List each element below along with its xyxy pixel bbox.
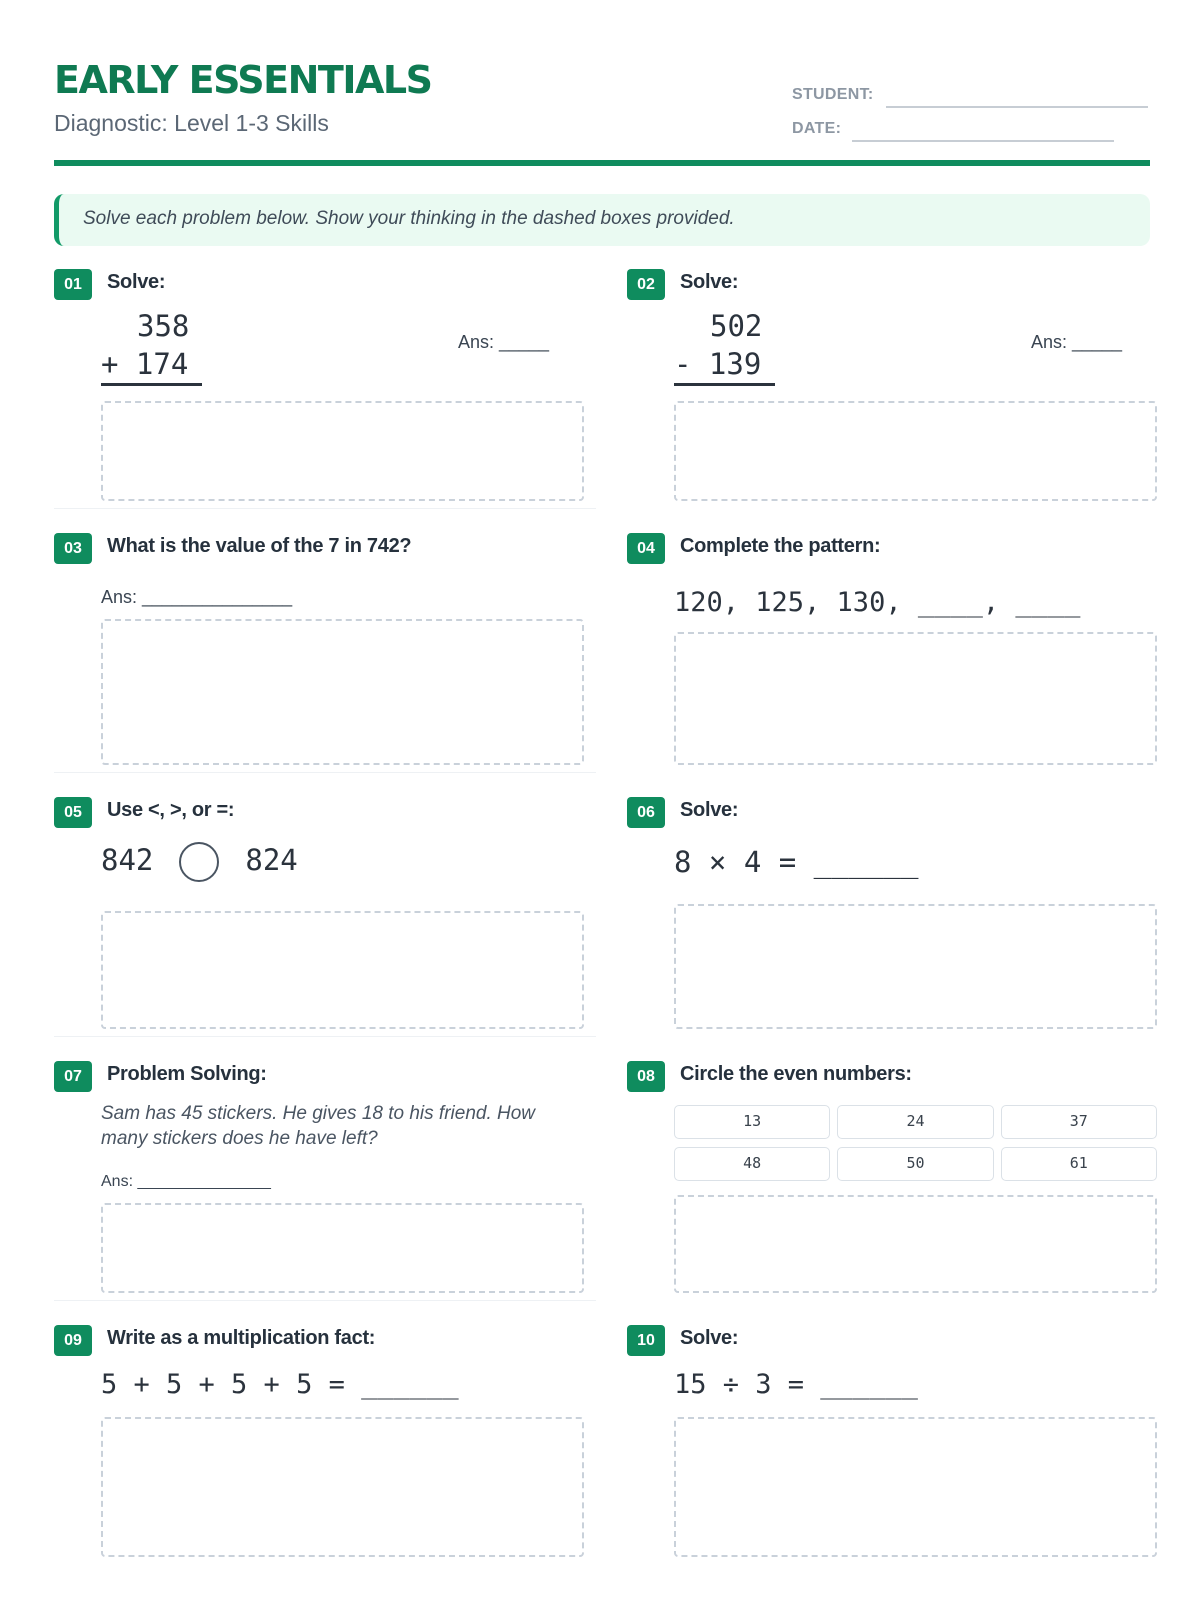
question-prompt: Solve: (680, 799, 739, 821)
question-02 (627, 269, 1157, 509)
brand-title: EARLY ESSENTIALS (54, 58, 432, 102)
question-05 (54, 797, 584, 1037)
work-box[interactable] (101, 1203, 584, 1293)
row-divider (54, 772, 596, 773)
question-number: 08 (627, 1061, 665, 1092)
question-prompt: Problem Solving: (107, 1063, 267, 1085)
number-chip[interactable]: 24 (837, 1105, 993, 1139)
question-prompt: Solve: (680, 1327, 739, 1349)
student-field[interactable] (792, 86, 874, 104)
bottom-number: - 139 (674, 345, 775, 386)
worksheet-header (54, 58, 1150, 168)
question-number: 03 (54, 533, 92, 564)
number-chip[interactable]: 50 (837, 1147, 993, 1181)
division-expression[interactable]: 15 ÷ 3 = ______ (674, 1369, 918, 1400)
comparison (101, 831, 298, 889)
question-10 (627, 1325, 1157, 1565)
vertical-addition (101, 307, 202, 386)
worksheet-subtitle: Diagnostic: Level 1-3 Skills (54, 110, 329, 136)
question-01 (54, 269, 584, 509)
number-chip[interactable]: 61 (1001, 1147, 1157, 1181)
date-line[interactable] (852, 140, 1114, 142)
row-divider (54, 1036, 596, 1037)
date-field[interactable] (792, 120, 841, 138)
question-number: 07 (54, 1061, 92, 1092)
question-04 (627, 533, 1157, 773)
work-box[interactable] (674, 1417, 1157, 1557)
row-divider (54, 508, 596, 509)
top-number: 502 (710, 309, 763, 343)
work-box[interactable] (101, 1417, 584, 1557)
repeated-addition-expression[interactable]: 5 + 5 + 5 + 5 = ______ (101, 1369, 459, 1400)
question-number: 05 (54, 797, 92, 828)
right-number: 824 (245, 843, 298, 877)
multiplication-expression[interactable]: 8 × 4 = ______ (674, 845, 919, 879)
question-06 (627, 797, 1157, 1037)
comparison-circle[interactable] (179, 842, 219, 882)
left-number: 842 (101, 843, 154, 877)
number-choices (674, 1105, 1157, 1181)
answer-line[interactable]: Ans: _______________ (101, 1173, 271, 1190)
question-prompt: What is the value of the 7 in 742? (107, 535, 412, 557)
pattern-sequence[interactable]: 120, 125, 130, ____, ____ (674, 587, 1081, 618)
question-prompt: Circle the even numbers: (680, 1063, 912, 1085)
number-chip[interactable]: 48 (674, 1147, 830, 1181)
number-chip[interactable]: 13 (674, 1105, 830, 1139)
top-number: 358 (137, 309, 190, 343)
question-number: 06 (627, 797, 665, 828)
question-09 (54, 1325, 584, 1565)
question-03 (54, 533, 584, 773)
work-box[interactable] (101, 911, 584, 1029)
question-number: 10 (627, 1325, 665, 1356)
question-08 (627, 1061, 1157, 1301)
answer-line[interactable]: Ans: _____ (1031, 332, 1123, 352)
vertical-subtraction (674, 307, 775, 386)
question-prompt: Complete the pattern: (680, 535, 881, 557)
work-box[interactable] (674, 904, 1157, 1029)
work-box[interactable] (101, 401, 584, 501)
work-box[interactable] (674, 401, 1157, 501)
answer-line[interactable]: Ans: _______________ (101, 587, 293, 607)
number-chip[interactable]: 37 (1001, 1105, 1157, 1139)
student-line[interactable] (886, 106, 1148, 108)
work-box[interactable] (674, 632, 1157, 765)
row-divider (54, 1300, 596, 1301)
question-number: 01 (54, 269, 92, 300)
question-prompt: Use <, >, or =: (107, 799, 235, 821)
answer-line[interactable]: Ans: _____ (458, 332, 550, 352)
question-prompt: Write as a multiplication fact: (107, 1327, 376, 1349)
student-label: STUDENT: (792, 86, 874, 103)
date-label: DATE: (792, 120, 842, 137)
question-prompt: Solve: (680, 271, 739, 293)
work-box[interactable] (101, 619, 584, 765)
work-box[interactable] (674, 1195, 1157, 1293)
bottom-number: + 174 (101, 345, 202, 386)
question-number: 02 (627, 269, 665, 300)
question-07 (54, 1061, 584, 1301)
word-problem: Sam has 45 stickers. He gives 18 to his friend. How many stickers does he have left? (101, 1103, 536, 1149)
header-divider (54, 160, 1150, 166)
question-prompt: Solve: (107, 271, 166, 293)
question-number: 04 (627, 533, 665, 564)
instructions-banner: Solve each problem below. Show your thinking in the dashed boxes provided. (54, 194, 1150, 246)
question-number: 09 (54, 1325, 92, 1356)
